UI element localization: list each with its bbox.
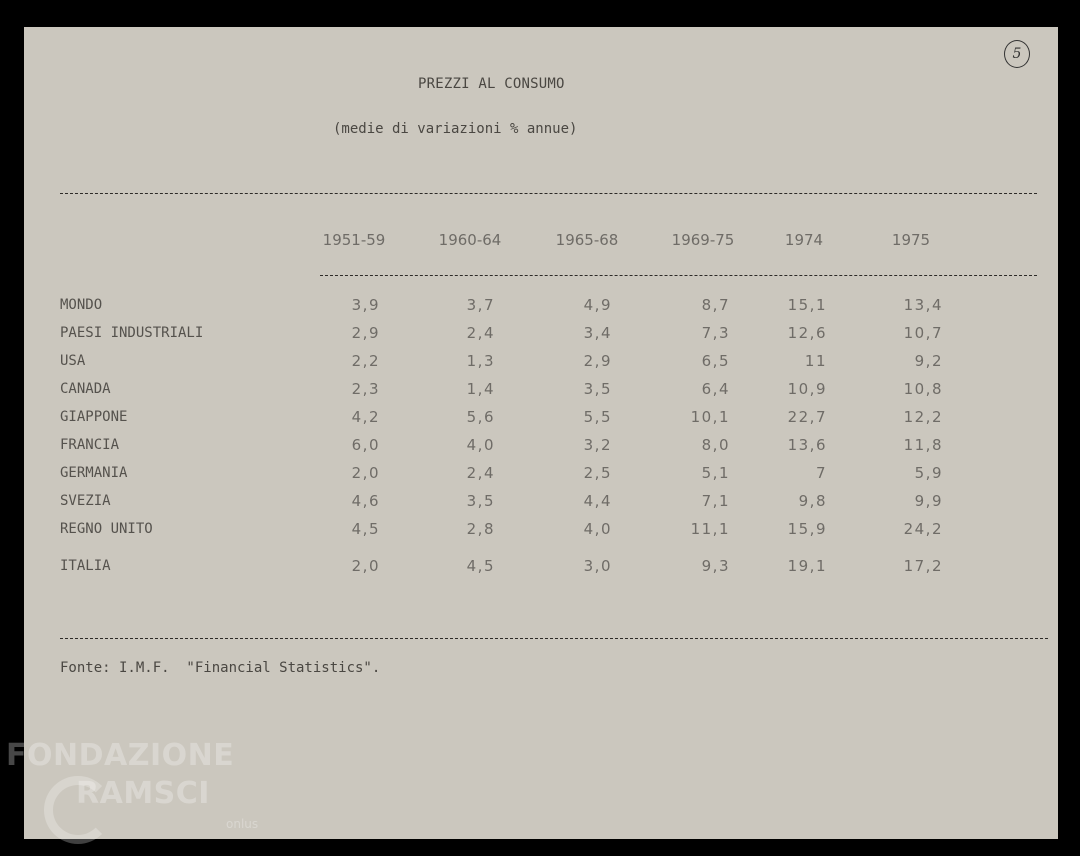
table-cell: 11,1 [690,520,730,538]
table-cell: 5,6 [466,408,495,426]
watermark-line-3: onlus [226,817,259,831]
table-cell: 5,1 [701,464,730,482]
table-cell: 2,9 [583,352,612,370]
table-cell: 8,0 [701,436,730,454]
table-cell: 1,3 [466,352,495,370]
document-page [24,27,1058,839]
table-cell: 17,2 [903,557,943,575]
table-cell: 4,2 [351,408,380,426]
table-cell: 3,5 [466,492,495,510]
table-cell: 10,1 [690,408,730,426]
row-label: GIAPPONE [60,409,128,425]
watermark-line-1: FONDAZIONE [6,738,235,773]
table-cell: 11 [804,352,827,370]
watermark-line-2: RAMSCI [76,776,210,811]
table-cell: 4,6 [351,492,380,510]
table-cell: 15,1 [787,296,827,314]
column-header: 1975 [891,231,931,249]
row-label: PAESI INDUSTRIALI [60,325,204,341]
table-cell: 2,8 [466,520,495,538]
table-cell: 10,7 [903,324,943,342]
table-cell: 4,5 [466,557,495,575]
table-cell: 15,9 [787,520,827,538]
table-cell: 5,5 [583,408,612,426]
source-note: Fonte: I.M.F. "Financial Statistics". [60,660,381,676]
table-cell: 3,0 [583,557,612,575]
table-cell: 9,8 [798,492,827,510]
document-subtitle: (medie di variazioni % annue) [333,121,578,137]
table-cell: 2,0 [351,464,380,482]
table-cell: 3,5 [583,380,612,398]
table-cell: 4,4 [583,492,612,510]
table-cell: 9,9 [914,492,943,510]
table-cell: 19,1 [787,557,827,575]
row-label: USA [60,353,86,369]
header-divider [320,275,1037,276]
table-cell: 6,5 [701,352,730,370]
row-label: FRANCIA [60,437,120,453]
table-cell: 4,0 [466,436,495,454]
row-label: SVEZIA [60,493,111,509]
top-divider [60,193,1037,194]
table-cell: 2,5 [583,464,612,482]
table-cell: 4,5 [351,520,380,538]
row-label: REGNO UNITO [60,521,153,537]
table-cell: 5,9 [914,464,943,482]
page-number-badge: 5 [1004,40,1030,68]
table-cell: 2,2 [351,352,380,370]
table-cell: 12,2 [903,408,943,426]
row-label: GERMANIA [60,465,128,481]
watermark-logo [6,738,286,848]
table-cell: 3,9 [351,296,380,314]
table-cell: 22,7 [787,408,827,426]
table-cell: 11,8 [903,436,943,454]
table-cell: 12,6 [787,324,827,342]
table-cell: 9,2 [914,352,943,370]
table-cell: 7,1 [701,492,730,510]
table-cell: 24,2 [903,520,943,538]
table-cell: 3,4 [583,324,612,342]
row-label: ITALIA [60,558,111,574]
table-cell: 2,4 [466,324,495,342]
table-cell: 3,2 [583,436,612,454]
row-label: MONDO [60,297,103,313]
bottom-divider [60,638,1048,639]
table-cell: 10,8 [903,380,943,398]
table-cell: 4,0 [583,520,612,538]
table-cell: 9,3 [701,557,730,575]
table-cell: 2,3 [351,380,380,398]
table-cell: 8,7 [701,296,730,314]
table-cell: 10,9 [787,380,827,398]
column-header: 1951-59 [322,231,386,249]
document-title: PREZZI AL CONSUMO [418,76,565,92]
column-header: 1965-68 [555,231,619,249]
table-cell: 7 [815,464,827,482]
column-header: 1974 [784,231,824,249]
table-cell: 7,3 [701,324,730,342]
table-cell: 2,4 [466,464,495,482]
table-cell: 2,9 [351,324,380,342]
table-cell: 13,6 [787,436,827,454]
column-header: 1960-64 [438,231,502,249]
table-cell: 4,9 [583,296,612,314]
table-cell: 2,0 [351,557,380,575]
column-header: 1969-75 [671,231,735,249]
table-cell: 13,4 [903,296,943,314]
row-label: CANADA [60,381,111,397]
table-cell: 3,7 [466,296,495,314]
table-cell: 6,0 [351,436,380,454]
table-cell: 6,4 [701,380,730,398]
table-cell: 1,4 [466,380,495,398]
